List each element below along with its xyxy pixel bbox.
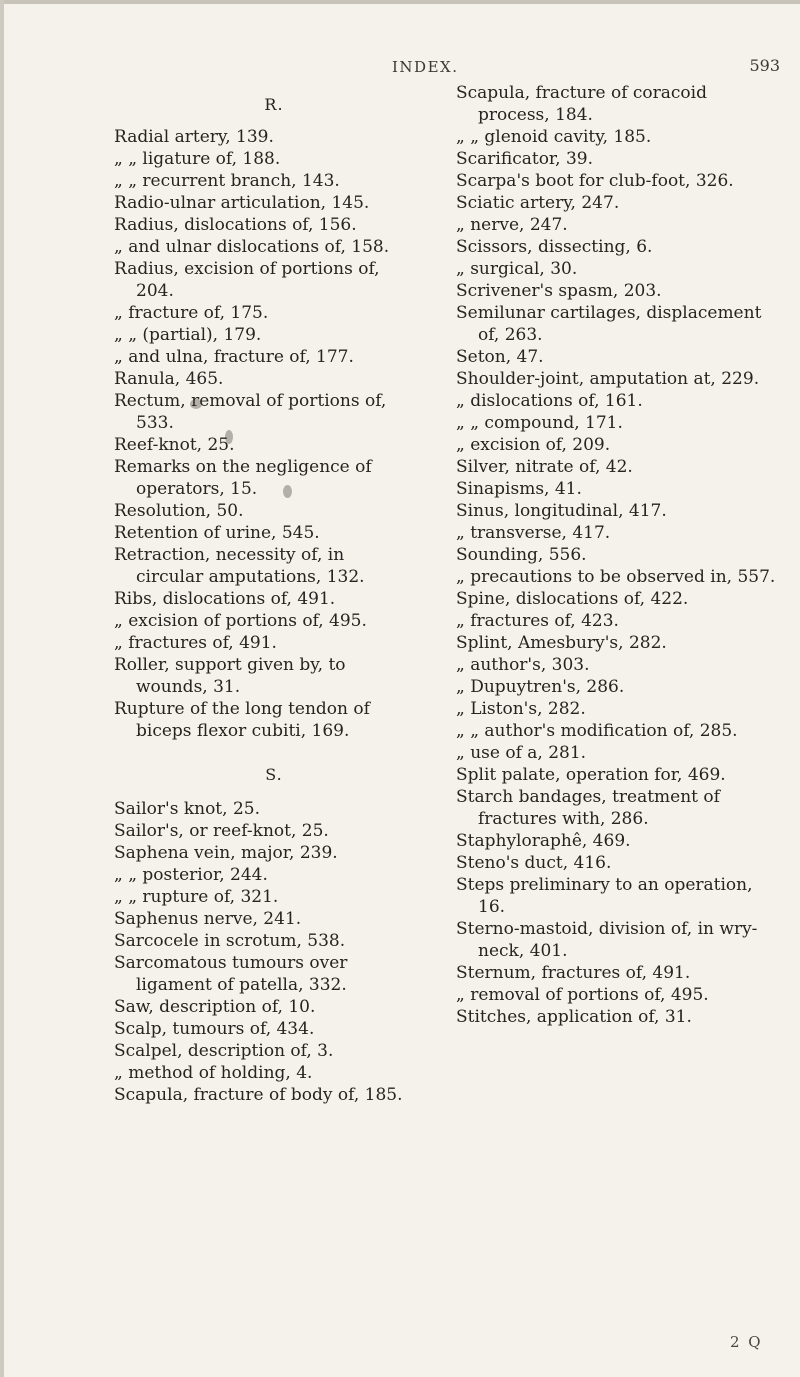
index-right-entry: Scarificator, 39.	[456, 149, 594, 169]
left-binding-edge	[0, 0, 4, 1377]
index-right-entry: Stitches, application of, 31.	[456, 1007, 692, 1027]
index-right-entry: „ use of a, 281.	[456, 743, 587, 763]
index-right-entry: Sterno-mastoid, division of, in wry-neck, 401.	[456, 919, 758, 961]
right-column	[456, 82, 776, 1028]
entry-list-s	[114, 798, 414, 1106]
index-right-entry: Sinus, longitudinal, 417.	[456, 501, 667, 521]
index-right-entry: „ precautions to be observed in, 557.	[456, 567, 776, 587]
entry-list-right	[456, 82, 776, 1028]
index-r-entry: „ fracture of, 175.	[114, 303, 269, 323]
index-right-entry: Scarpa's boot for club-foot, 326.	[456, 171, 734, 191]
index-r-entry: „ excision of portions of, 495.	[114, 611, 367, 631]
index-right-entry: Steps preliminary to an operation, 16.	[456, 875, 753, 917]
ink-blemish	[283, 485, 292, 498]
index-s-entry: Sarcomatous tumours over ligament of patella, 332.	[114, 953, 348, 995]
index-right-entry: Spine, dislocations of, 422.	[456, 589, 689, 609]
top-edge-rule	[0, 0, 800, 4]
index-right-entry: Starch bandages, treatment of fractures with, 286.	[456, 787, 720, 829]
index-right-entry: Sounding, 556.	[456, 545, 587, 565]
index-s-entry: „ „ rupture of, 321.	[114, 887, 279, 907]
index-r-entry: „ and ulna, fracture of, 177.	[114, 347, 354, 367]
signature-mark: 2 Q	[730, 1333, 763, 1351]
index-right-entry: Scissors, dissecting, 6.	[456, 237, 653, 257]
ink-blemish	[190, 399, 202, 409]
ink-blemish	[225, 430, 233, 444]
index-r-entry: Radius, dislocations of, 156.	[114, 215, 357, 235]
index-right-entry: „ „ compound, 171.	[456, 413, 623, 433]
index-r-entry: Rectum, removal of portions of, 533.	[114, 391, 387, 433]
index-right-entry: Sternum, fractures of, 491.	[456, 963, 691, 983]
index-r-entry: Roller, support given by, to wounds, 31.	[114, 655, 346, 697]
index-right-entry: Shoulder-joint, amputation at, 229.	[456, 369, 760, 389]
page-number: 593	[749, 56, 780, 75]
index-right-entry: „ surgical, 30.	[456, 259, 578, 279]
index-s-entry: Sarcocele in scrotum, 538.	[114, 931, 346, 951]
index-right-entry: „ „ glenoid cavity, 185.	[456, 127, 652, 147]
index-s-entry: Saphena vein, major, 239.	[114, 843, 338, 863]
index-r-entry: „ „ ligature of, 188.	[114, 149, 281, 169]
index-right-entry: Seton, 47.	[456, 347, 544, 367]
section-heading-r: R.	[264, 95, 284, 114]
index-s-entry: „ „ posterior, 244.	[114, 865, 268, 885]
index-right-entry: Splint, Amesbury's, 282.	[456, 633, 667, 653]
index-r-entry: Resolution, 50.	[114, 501, 244, 521]
index-s-entry: Saw, description of, 10.	[114, 997, 316, 1017]
left-column	[114, 94, 414, 1106]
index-r-entry: „ fractures of, 491.	[114, 633, 277, 653]
index-right-entry: Scapula, fracture of coracoid process, 184.	[456, 83, 707, 125]
index-r-entry: Rupture of the long tendon of biceps flexor cubiti, 169.	[114, 699, 370, 741]
index-r-entry: Retraction, necessity of, in circular amputations, 132.	[114, 545, 365, 587]
index-s-entry: „ method of holding, 4.	[114, 1063, 313, 1083]
index-right-entry: Silver, nitrate of, 42.	[456, 457, 633, 477]
index-right-entry: „ removal of portions of, 495.	[456, 985, 709, 1005]
index-right-entry: „ Dupuytren's, 286.	[456, 677, 625, 697]
section-heading-s: S.	[265, 765, 283, 784]
index-right-entry: Steno's duct, 416.	[456, 853, 612, 873]
index-r-entry: „ „ recurrent branch, 143.	[114, 171, 340, 191]
index-right-entry: „ transverse, 417.	[456, 523, 611, 543]
index-r-entry: „ „ (partial), 179.	[114, 325, 262, 345]
index-s-entry: Scalp, tumours of, 434.	[114, 1019, 315, 1039]
index-right-entry: „ excision of, 209.	[456, 435, 611, 455]
index-r-entry: Remarks on the negligence of operators, 15.	[114, 457, 372, 499]
index-right-entry: „ Liston's, 282.	[456, 699, 586, 719]
index-right-entry: „ dislocations of, 161.	[456, 391, 643, 411]
index-s-entry: Scapula, fracture of body of, 185.	[114, 1085, 403, 1105]
index-right-entry: „ nerve, 247.	[456, 215, 568, 235]
running-title: INDEX.	[392, 58, 459, 76]
index-right-entry: „ „ author's modification of, 285.	[456, 721, 738, 741]
index-r-entry: Reef-knot, 25.	[114, 435, 235, 455]
index-r-entry: Ribs, dislocations of, 491.	[114, 589, 336, 609]
index-s-entry: Saphenus nerve, 241.	[114, 909, 302, 929]
index-right-entry: Semilunar cartilages, displacement of, 263.	[456, 303, 762, 345]
entry-list-r	[114, 126, 414, 742]
index-right-entry: Staphyloraphê, 469.	[456, 831, 631, 851]
index-s-entry: Scalpel, description of, 3.	[114, 1041, 334, 1061]
index-r-entry: Radial artery, 139.	[114, 127, 274, 147]
index-right-entry: Scrivener's spasm, 203.	[456, 281, 662, 301]
index-r-entry: Radio-ulnar articulation, 145.	[114, 193, 370, 213]
index-right-entry: Sciatic artery, 247.	[456, 193, 620, 213]
index-right-entry: Sinapisms, 41.	[456, 479, 582, 499]
index-r-entry: „ and ulnar dislocations of, 158.	[114, 237, 390, 257]
index-s-entry: Sailor's, or reef-knot, 25.	[114, 821, 329, 841]
index-right-entry: Split palate, operation for, 469.	[456, 765, 726, 785]
index-s-entry: Sailor's knot, 25.	[114, 799, 260, 819]
index-right-entry: „ fractures of, 423.	[456, 611, 619, 631]
index-r-entry: Ranula, 465.	[114, 369, 224, 389]
index-r-entry: Radius, excision of portions of, 204.	[114, 259, 380, 301]
index-right-entry: „ author's, 303.	[456, 655, 590, 675]
index-r-entry: Retention of urine, 545.	[114, 523, 320, 543]
